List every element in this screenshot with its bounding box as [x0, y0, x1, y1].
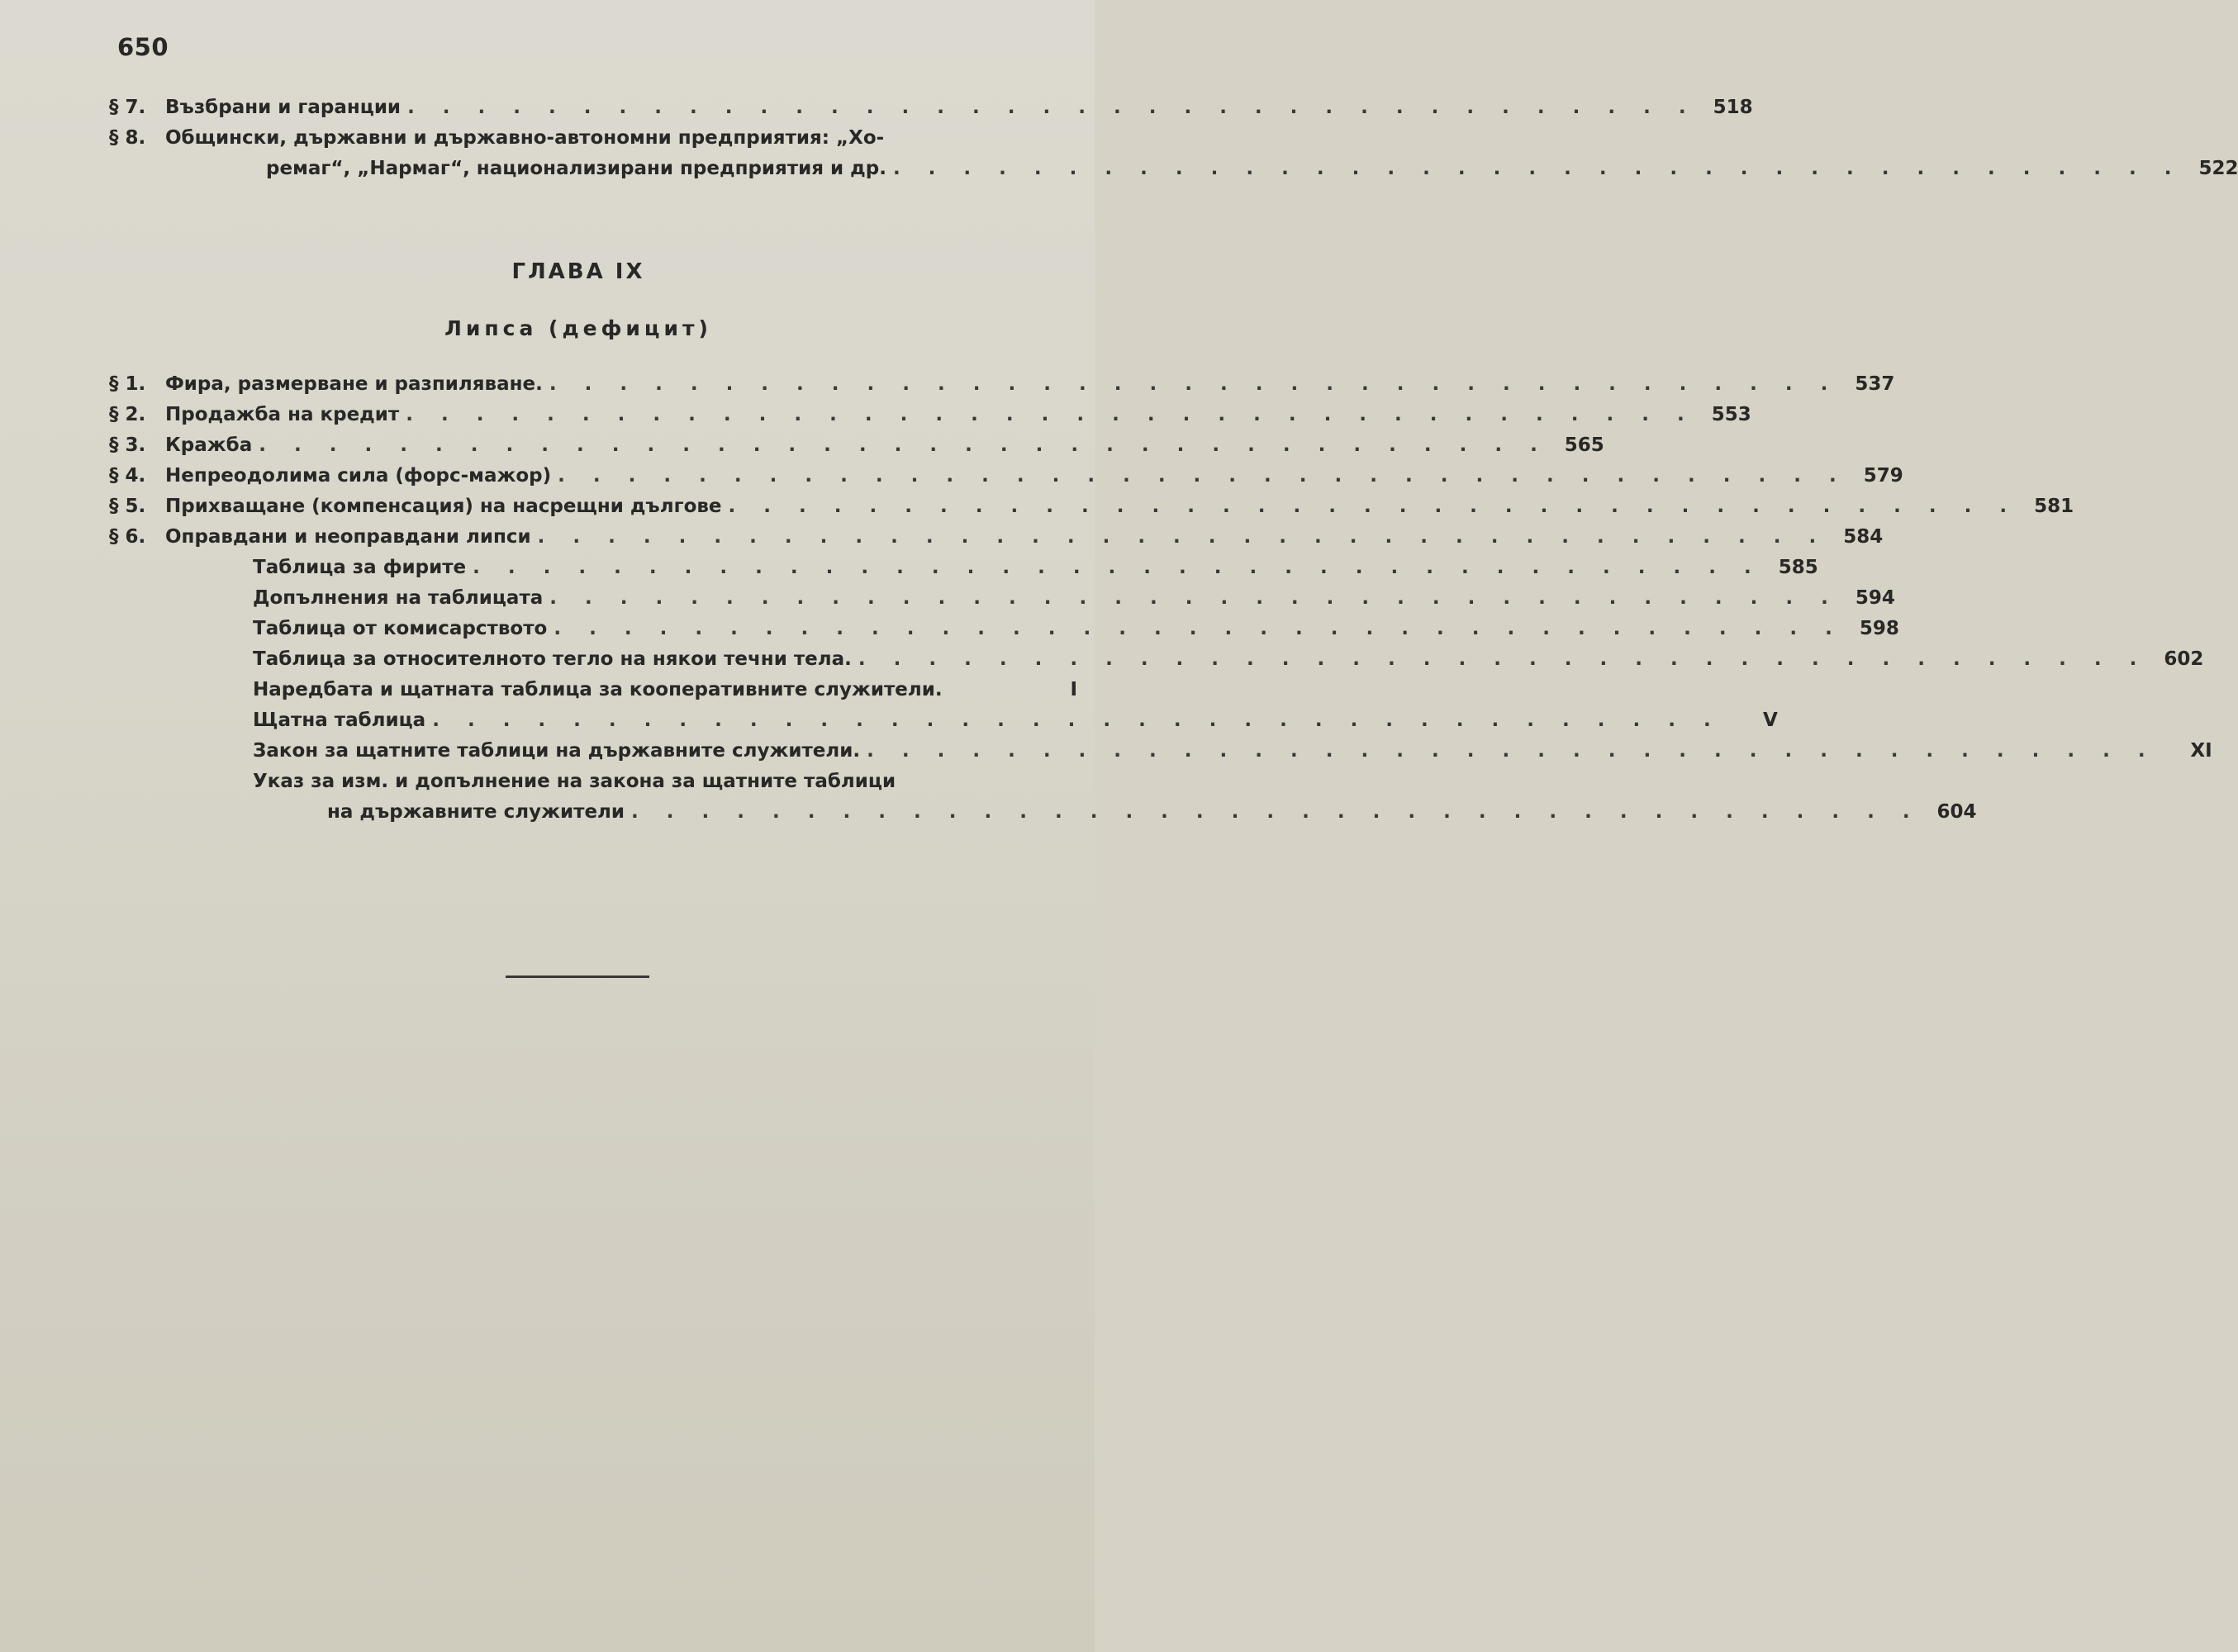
dot-leader: . . . . . . . . . . . . . . . . . . . . . . . . . . . . . . . . . . . . .: [473, 557, 1762, 578]
chapter-title: Липса (дефицит): [444, 316, 712, 340]
subentry-title: Таблица от комисарството: [253, 618, 548, 639]
subentry-page: XI: [2190, 740, 2212, 762]
toc-entry: [109, 526, 1884, 557]
entry-page: 537: [1855, 373, 1895, 395]
subentry-title: Таблица за относителното тегло на някои течни тела.: [253, 648, 852, 670]
subentry-title: Таблица за фирите: [253, 557, 467, 578]
entry-title: Продажба на кредит: [165, 404, 400, 425]
entry-page: 565: [1564, 434, 1604, 456]
toc-entry: [109, 496, 2074, 526]
entry-title: Фира, размерване и разпиляване.: [165, 373, 543, 395]
entry-number: § 3.: [109, 434, 146, 456]
toc-entry: [109, 373, 1895, 404]
dot-leader: . . . . . . . . . . . . . . . . . . . . . . . . . . . . . . . . . . . . .: [728, 496, 2018, 517]
dot-leader: . . . . . . . . . . . . . . . . . . . . . . . . . . . . . . . . . . . . .: [631, 801, 1921, 823]
entry-title: Непреодолима сила (форс-мажор): [165, 465, 552, 487]
entry-page: 579: [1863, 465, 1903, 487]
dot-leader: . . . . . . . . . . . . . . . . . . . . . . . . . . . . . . . . . . . . .: [549, 373, 1839, 395]
entry-number: § 6.: [109, 526, 146, 548]
entry-title: Общински, държавни и държавно-автономни предприятия: „Хо-: [165, 127, 885, 149]
subentry-title-continuation: на държавните служители: [327, 801, 625, 823]
entry-number: § 4.: [109, 465, 146, 487]
toc-subentry-continuation: [109, 801, 1977, 832]
entry-title-continuation: ремаг“, „Нармаг“, национализирани предприятия и др.: [266, 158, 886, 179]
entry-title: Възбрани и гаранции: [165, 97, 402, 118]
toc-subentry: [109, 679, 1077, 710]
toc-entry: [109, 465, 1903, 496]
toc-subentry: [109, 618, 1899, 648]
toc-subentry: [109, 710, 1778, 740]
chapter-heading: ГЛАВА IX: [511, 259, 645, 284]
subentry-page: V: [1762, 710, 1778, 731]
entry-page: 522: [2198, 158, 2238, 179]
dot-leader: . . . . . . . . . . . . . . . . . . . . . . . . . . . . . . . . . . . . .: [892, 158, 2183, 179]
toc-subentry: [109, 648, 2204, 679]
subentry-page: I: [1070, 679, 1077, 700]
entry-number: § 5.: [109, 496, 146, 517]
dot-leader: . . . . . . . . . . . . . . . . . . . . . . . . . . . . . . . . . . . . .: [432, 710, 1722, 731]
subentry-page: 604: [1936, 801, 1977, 823]
subentry-title: Наредбата и щатната таблица за кооперативните служители.: [253, 679, 943, 700]
subentry-page: 594: [1855, 587, 1895, 609]
subentry-title: Щатна таблица: [253, 710, 426, 731]
entry-title: Оправдани и неоправдани липси: [165, 526, 531, 548]
dot-leader: . . . . . . . . . . . . . . . . . . . . . . . . . . . . . . . . . . . . .: [558, 465, 1847, 487]
subentry-page: 598: [1859, 618, 1899, 639]
dot-leader: . . . . . . . . . . . . . . . . . . . . . . . . . . . . . . . . . . . . .: [407, 97, 1697, 118]
page-number: 650: [117, 33, 169, 61]
subentry-title: Допълнения на таблицата: [253, 587, 544, 609]
entry-title: Кражба: [165, 434, 253, 456]
dot-leader: . . . . . . . . . . . . . . . . . . . . . . . . . . . . . . . . . . . . .: [554, 618, 1843, 639]
toc-entry: [109, 127, 1077, 158]
entry-number: § 8.: [109, 127, 146, 149]
toc-entry-continuation: [109, 158, 2238, 188]
end-rule: [506, 976, 649, 978]
toc-sections: [109, 373, 2212, 832]
entry-page: 584: [1843, 526, 1884, 548]
toc-subentry: [109, 587, 1895, 618]
toc-subentry: [109, 557, 1818, 587]
subentry-title: Указ за изм. и допълнение на закона за щатните таблици: [253, 771, 896, 792]
dot-leader: . . . . . . . . . . . . . . . . . . . . . . . . . . . . . . . . . . . . .: [406, 404, 1695, 425]
toc-entry: [109, 434, 1604, 465]
dot-leader: . . . . . . . . . . . . . . . . . . . . . . . . . . . . . . . . . . . . .: [259, 434, 1548, 456]
entry-title: Прихващане (компенсация) на насрещни дългове: [165, 496, 722, 517]
toc-subentry: [109, 771, 1077, 801]
entry-number: § 7.: [109, 97, 146, 118]
dot-leader: . . . . . . . . . . . . . . . . . . . . . . . . . . . . . . . . . . . . .: [858, 648, 2148, 670]
subentry-title: Закон за щатните таблици на държавните служители.: [253, 740, 861, 762]
toc-entry: [109, 404, 1751, 434]
entry-number: § 1.: [109, 373, 146, 395]
entry-page: 518: [1713, 97, 1753, 118]
subentry-page: 585: [1778, 557, 1818, 578]
dot-leader: . . . . . . . . . . . . . . . . . . . . . . . . . . . . . . . . . . . . .: [549, 587, 1839, 609]
entry-page: 553: [1711, 404, 1751, 425]
subentry-page: 602: [2164, 648, 2204, 670]
dot-leader: . . . . . . . . . . . . . . . . . . . . . . . . . . . . . . . . . . . . .: [867, 740, 2156, 762]
toc-subentry: [109, 740, 2212, 771]
dot-leader: . . . . . . . . . . . . . . . . . . . . . . . . . . . . . . . . . . . . .: [537, 526, 1827, 548]
toc-entry: [109, 97, 1753, 127]
entry-page: 581: [2034, 496, 2074, 517]
entry-number: § 2.: [109, 404, 146, 425]
toc-top-entries: [109, 97, 2238, 188]
